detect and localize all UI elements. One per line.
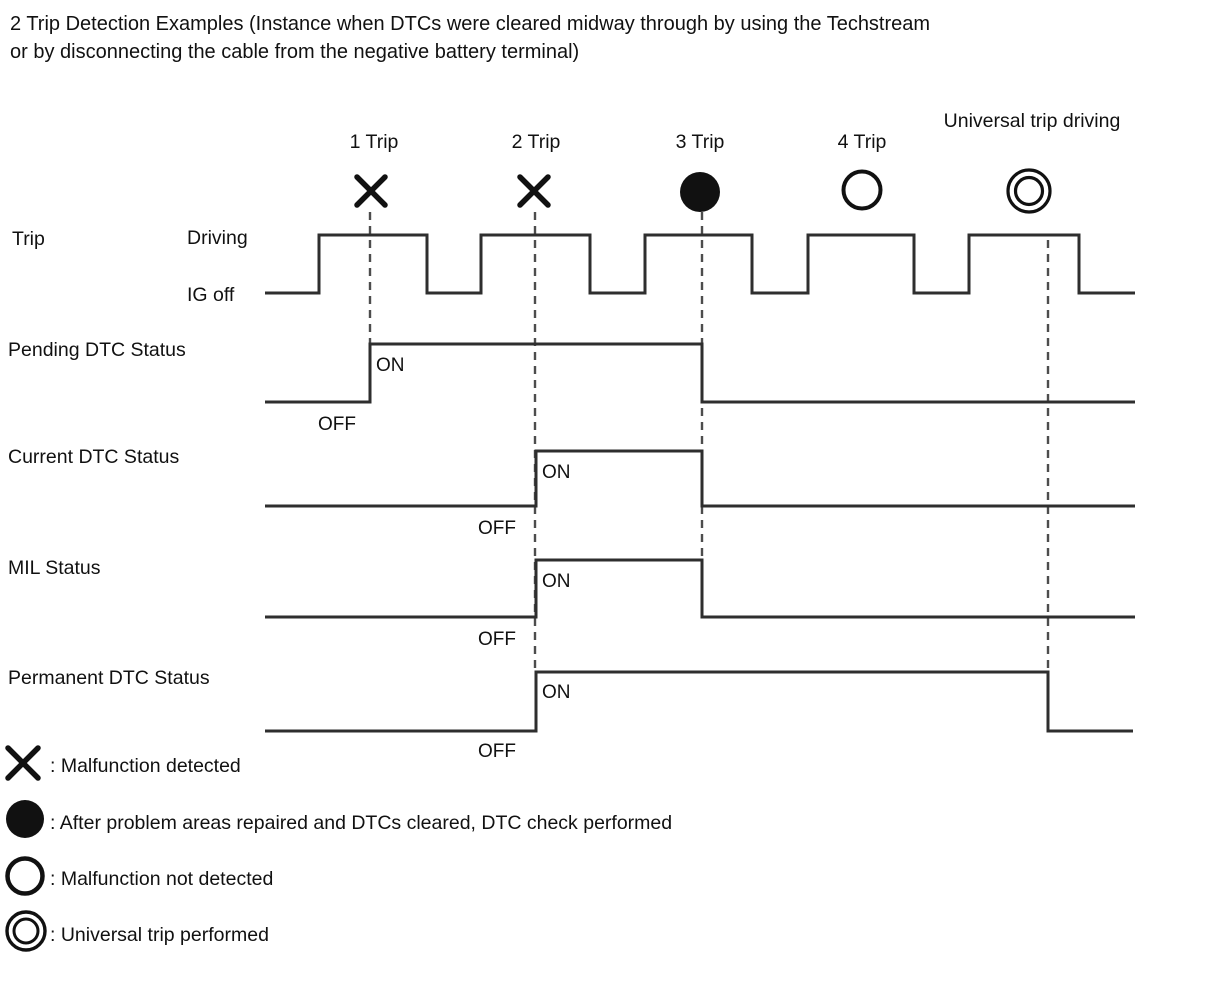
legend-universal-trip-performed: : Universal trip performed [50,924,269,946]
permanent-dtc-label: Permanent DTC Status [8,667,210,689]
col-label-universal-trip: Universal trip driving [943,110,1121,132]
col-label-1-trip: 1 Trip [349,131,399,153]
col-label-4-trip: 4 Trip [837,131,887,153]
malfunction-x-icon [8,748,38,778]
col-label-2-trip: 2 Trip [511,131,561,153]
filled-circle-icon [6,800,44,838]
mil-off-label: OFF [478,629,516,650]
current-dtc-waveform [265,451,1135,506]
trip-driving-label: Driving [187,227,248,249]
trip-row-label: Trip [12,228,45,250]
mil-status-waveform [265,560,1135,617]
permanent-off-label: OFF [478,741,516,762]
pending-on-label: ON [376,355,405,376]
col-label-3-trip: 3 Trip [675,131,725,153]
malfunction-x-icon [520,177,548,205]
permanent-on-label: ON [542,682,571,703]
current-dtc-label: Current DTC Status [8,446,180,468]
current-off-label: OFF [478,518,516,539]
trip-waveform [265,235,1135,293]
current-on-label: ON [542,462,571,483]
malfunction-x-icon [357,177,385,205]
trip-ig-off-label: IG off [187,284,235,306]
legend-dtc-check-performed: : After problem areas repaired and DTCs cleared, DTC check performed [50,812,673,834]
mil-on-label: ON [542,571,571,592]
open-circle-icon [844,172,881,209]
permanent-dtc-waveform [265,672,1133,731]
double-circle-icon [7,912,45,950]
legend-malfunction-detected: : Malfunction detected [50,755,241,777]
double-circle-icon [1008,170,1050,212]
page-title-line1: 2 Trip Detection Examples (Instance when DTCs were cleared midway through by using the Techstream [10,13,931,35]
legend [6,748,672,950]
filled-circle-icon [680,172,720,212]
page-title-line2: or by disconnecting the cable from the negative battery terminal) [10,41,580,63]
pending-off-label: OFF [318,414,356,435]
mil-status-label: MIL Status [8,557,101,579]
pending-dtc-label: Pending DTC Status [8,339,186,361]
legend-malfunction-not-detected: : Malfunction not detected [50,868,274,890]
open-circle-icon [8,859,43,894]
